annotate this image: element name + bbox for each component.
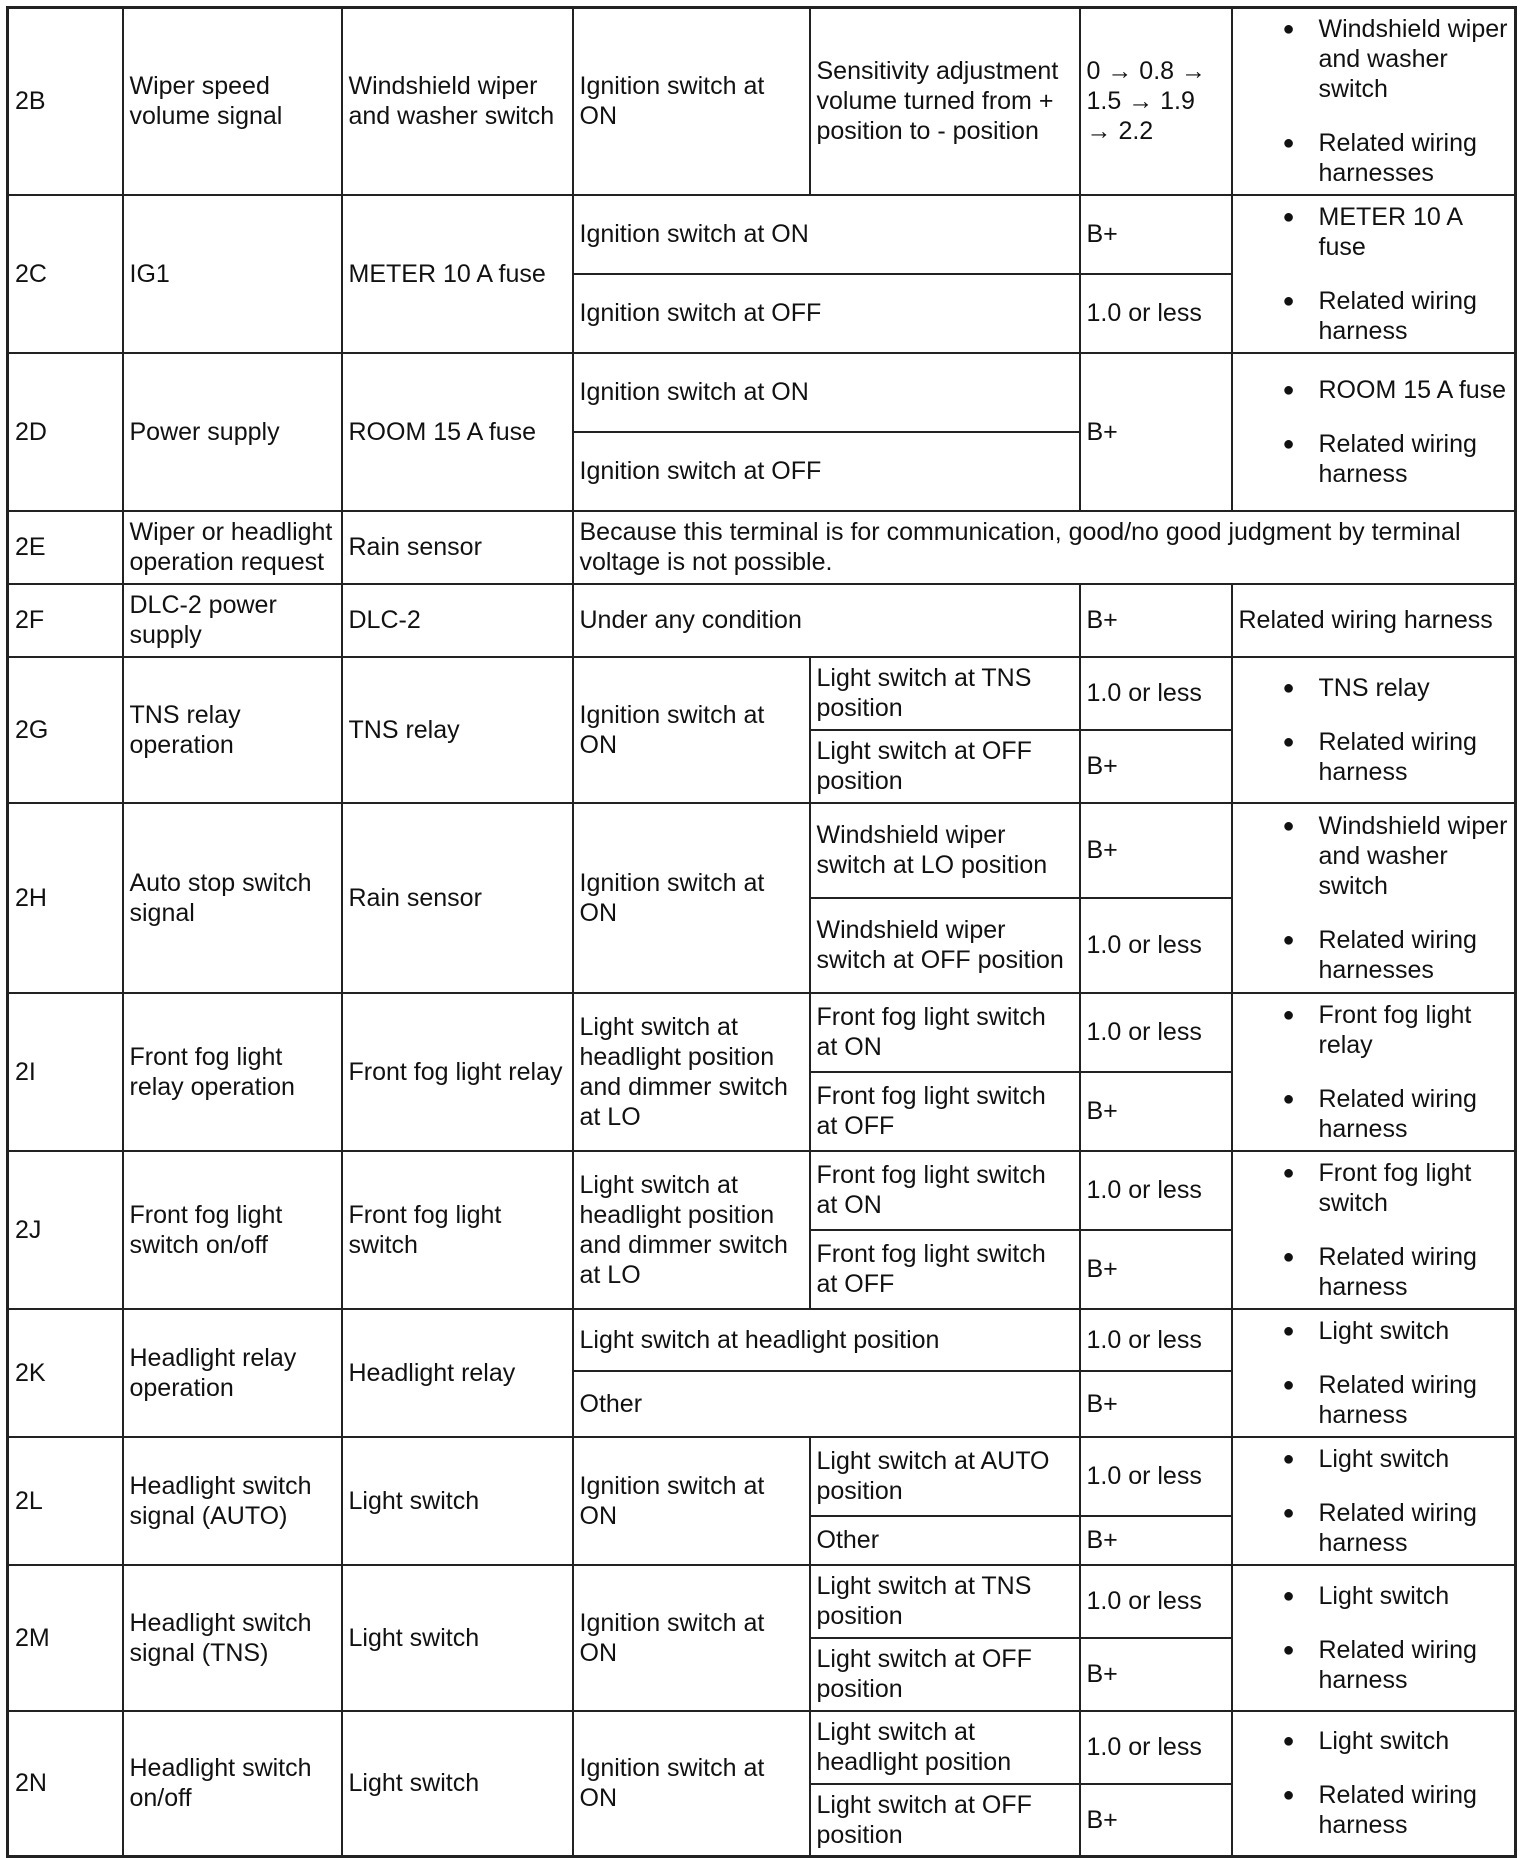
inspection-cell: Related wiring harness <box>1232 584 1516 657</box>
inspection-item: ● Windshield wiper and washer switch <box>1239 14 1509 104</box>
voltage-cell: 1.0 or less <box>1080 1309 1232 1371</box>
note-cell: Because this terminal is for communication, good/no good judgment by terminal voltage is not possible. <box>573 511 1516 584</box>
table-row <box>8 511 1516 584</box>
connected-to-cell: DLC-2 <box>342 584 573 657</box>
signal-cell: Front fog light switch on/off <box>123 1151 342 1309</box>
table-row <box>8 1565 1516 1638</box>
inspection-item: ● Related wiring harness <box>1239 1370 1509 1430</box>
voltage-cell: 1.0 or less <box>1080 1151 1232 1230</box>
inspection-item: ● Light switch <box>1239 1316 1509 1346</box>
voltage-cell: B+ <box>1080 1638 1232 1711</box>
signal-cell: Power supply <box>123 353 342 511</box>
table-row <box>8 1309 1516 1371</box>
voltage-cell: B+ <box>1080 1784 1232 1857</box>
inspection-item: ● Related wiring harness <box>1239 1780 1509 1840</box>
terminal-cell: 2K <box>8 1309 123 1437</box>
condition-cell: Ignition switch at ON <box>573 1437 810 1565</box>
connected-to-cell: Light switch <box>342 1711 573 1857</box>
signal-cell: TNS relay operation <box>123 657 342 803</box>
condition-cell: Ignition switch at OFF <box>573 274 1080 353</box>
inspection-cell <box>1232 1151 1516 1309</box>
sub-condition-cell: Windshield wiper switch at LO position <box>810 803 1080 898</box>
condition-cell: Other <box>573 1371 1080 1437</box>
condition-cell: Light switch at headlight position <box>573 1309 1080 1371</box>
connected-to-cell: Rain sensor <box>342 511 573 584</box>
terminal-cell: 2N <box>8 1711 123 1857</box>
inspection-list <box>1239 1316 1509 1430</box>
voltage-cell: 1.0 or less <box>1080 898 1232 993</box>
sub-condition-cell: Light switch at TNS position <box>810 657 1080 730</box>
sub-condition-cell: Other <box>810 1516 1080 1565</box>
sub-condition-cell: Light switch at TNS position <box>810 1565 1080 1638</box>
inspection-list <box>1239 202 1509 346</box>
voltage-cell: B+ <box>1080 584 1232 657</box>
terminal-cell: 2F <box>8 584 123 657</box>
condition-cell: Ignition switch at ON <box>573 657 810 803</box>
connected-to-cell: Headlight relay <box>342 1309 573 1437</box>
sub-condition-cell: Light switch at OFF position <box>810 1638 1080 1711</box>
connected-to-cell: Light switch <box>342 1437 573 1565</box>
voltage-cell: 1.0 or less <box>1080 1711 1232 1784</box>
connected-to-cell: Light switch <box>342 1565 573 1711</box>
sub-condition-cell: Light switch at headlight position <box>810 1711 1080 1784</box>
inspection-cell <box>1232 657 1516 803</box>
inspection-cell <box>1232 1309 1516 1437</box>
inspection-item: ● Related wiring harness <box>1239 1635 1509 1695</box>
voltage-cell: 0 → 0.8 → 1.5 → 1.9 → 2.2 <box>1080 8 1232 195</box>
inspection-item: ● Light switch <box>1239 1444 1509 1474</box>
terminal-cell: 2I <box>8 993 123 1151</box>
inspection-cell <box>1232 803 1516 993</box>
inspection-cell <box>1232 1711 1516 1857</box>
inspection-item: ● Windshield wiper and washer switch <box>1239 811 1509 901</box>
voltage-cell: B+ <box>1080 353 1232 511</box>
inspection-item: ● Related wiring harnesses <box>1239 925 1509 985</box>
signal-cell: Auto stop switch signal <box>123 803 342 993</box>
table-row <box>8 1711 1516 1784</box>
table-row <box>8 657 1516 730</box>
inspection-cell <box>1232 353 1516 511</box>
signal-cell: Headlight switch signal (TNS) <box>123 1565 342 1711</box>
terminal-cell: 2M <box>8 1565 123 1711</box>
sub-condition-cell: Front fog light switch at OFF <box>810 1230 1080 1309</box>
signal-cell: Front fog light relay operation <box>123 993 342 1151</box>
condition-cell: Ignition switch at ON <box>573 353 1080 432</box>
inspection-list <box>1239 1158 1509 1302</box>
inspection-cell <box>1232 1437 1516 1565</box>
terminal-cell: 2D <box>8 353 123 511</box>
inspection-item: ● ROOM 15 A fuse <box>1239 375 1509 405</box>
table-row <box>8 803 1516 898</box>
voltage-cell: 1.0 or less <box>1080 1565 1232 1638</box>
sub-condition-cell: Light switch at AUTO position <box>810 1437 1080 1516</box>
sub-condition-cell: Light switch at OFF position <box>810 730 1080 803</box>
connected-to-cell: Rain sensor <box>342 803 573 993</box>
inspection-item: ● METER 10 A fuse <box>1239 202 1509 262</box>
inspection-list <box>1239 1000 1509 1144</box>
table-row <box>8 1151 1516 1230</box>
voltage-cell: 1.0 or less <box>1080 657 1232 730</box>
table-row <box>8 993 1516 1072</box>
table-row <box>8 353 1516 432</box>
inspection-list <box>1239 375 1509 489</box>
inspection-list <box>1239 1581 1509 1695</box>
terminal-voltage-table-wrap <box>6 6 1517 1858</box>
voltage-cell: 1.0 or less <box>1080 1437 1232 1516</box>
inspection-item: ● Front fog light relay <box>1239 1000 1509 1060</box>
voltage-cell: B+ <box>1080 1072 1232 1151</box>
inspection-item: ● TNS relay <box>1239 673 1509 703</box>
terminal-cell: 2J <box>8 1151 123 1309</box>
inspection-item: ● Related wiring harness <box>1239 1084 1509 1144</box>
connected-to-cell: TNS relay <box>342 657 573 803</box>
terminal-cell: 2L <box>8 1437 123 1565</box>
inspection-item: ● Light switch <box>1239 1726 1509 1756</box>
inspection-list <box>1239 14 1509 188</box>
inspection-list <box>1239 1726 1509 1840</box>
connected-to-cell: Front fog light switch <box>342 1151 573 1309</box>
table-row <box>8 1437 1516 1516</box>
sub-condition-cell: Light switch at OFF position <box>810 1784 1080 1857</box>
condition-cell: Ignition switch at ON <box>573 195 1080 274</box>
condition-cell: Under any condition <box>573 584 1080 657</box>
table-row <box>8 8 1516 195</box>
condition-cell: Ignition switch at ON <box>573 1565 810 1711</box>
connected-to-cell: Windshield wiper and washer switch <box>342 8 573 195</box>
condition-cell: Light switch at headlight position and dimmer switch at LO <box>573 993 810 1151</box>
signal-cell: DLC-2 power supply <box>123 584 342 657</box>
signal-cell: IG1 <box>123 195 342 353</box>
inspection-list <box>1239 811 1509 985</box>
signal-cell: Wiper speed volume signal <box>123 8 342 195</box>
terminal-cell: 2H <box>8 803 123 993</box>
inspection-list <box>1239 673 1509 787</box>
inspection-cell <box>1232 993 1516 1151</box>
voltage-cell: 1.0 or less <box>1080 993 1232 1072</box>
voltage-cell: 1.0 or less <box>1080 274 1232 353</box>
inspection-list <box>1239 1444 1509 1558</box>
sub-condition-cell: Front fog light switch at ON <box>810 1151 1080 1230</box>
inspection-cell <box>1232 1565 1516 1711</box>
inspection-item: ● Related wiring harness <box>1239 1498 1509 1558</box>
terminal-cell: 2C <box>8 195 123 353</box>
inspection-item: ● Related wiring harness <box>1239 727 1509 787</box>
sub-condition-cell: Front fog light switch at ON <box>810 993 1080 1072</box>
signal-cell: Headlight switch signal (AUTO) <box>123 1437 342 1565</box>
terminal-voltage-table <box>6 6 1517 1858</box>
voltage-cell: B+ <box>1080 803 1232 898</box>
table-row <box>8 584 1516 657</box>
voltage-cell: B+ <box>1080 1516 1232 1565</box>
connected-to-cell: Front fog light relay <box>342 993 573 1151</box>
table-row <box>8 195 1516 274</box>
sub-condition-cell: Front fog light switch at OFF <box>810 1072 1080 1151</box>
sub-condition-cell: Sensitivity adjustment volume turned from + position to - position <box>810 8 1080 195</box>
terminal-cell: 2B <box>8 8 123 195</box>
sub-condition-cell: Windshield wiper switch at OFF position <box>810 898 1080 993</box>
condition-cell: Ignition switch at ON <box>573 1711 810 1857</box>
inspection-item: ● Front fog light switch <box>1239 1158 1509 1218</box>
signal-cell: Wiper or headlight operation request <box>123 511 342 584</box>
inspection-item: ● Related wiring harnesses <box>1239 128 1509 188</box>
inspection-item: ● Related wiring harness <box>1239 1242 1509 1302</box>
terminal-cell: 2G <box>8 657 123 803</box>
voltage-cell: B+ <box>1080 730 1232 803</box>
voltage-cell: B+ <box>1080 1230 1232 1309</box>
condition-cell: Light switch at headlight position and dimmer switch at LO <box>573 1151 810 1309</box>
inspection-item: ● Related wiring harness <box>1239 429 1509 489</box>
connected-to-cell: ROOM 15 A fuse <box>342 353 573 511</box>
inspection-cell <box>1232 195 1516 353</box>
terminal-cell: 2E <box>8 511 123 584</box>
inspection-item: ● Light switch <box>1239 1581 1509 1611</box>
condition-cell: Ignition switch at ON <box>573 803 810 993</box>
voltage-cell: B+ <box>1080 1371 1232 1437</box>
connected-to-cell: METER 10 A fuse <box>342 195 573 353</box>
signal-cell: Headlight switch on/off <box>123 1711 342 1857</box>
condition-cell: Ignition switch at OFF <box>573 432 1080 511</box>
signal-cell: Headlight relay operation <box>123 1309 342 1437</box>
inspection-item: ● Related wiring harness <box>1239 286 1509 346</box>
inspection-cell <box>1232 8 1516 195</box>
voltage-cell: B+ <box>1080 195 1232 274</box>
condition-cell: Ignition switch at ON <box>573 8 810 195</box>
